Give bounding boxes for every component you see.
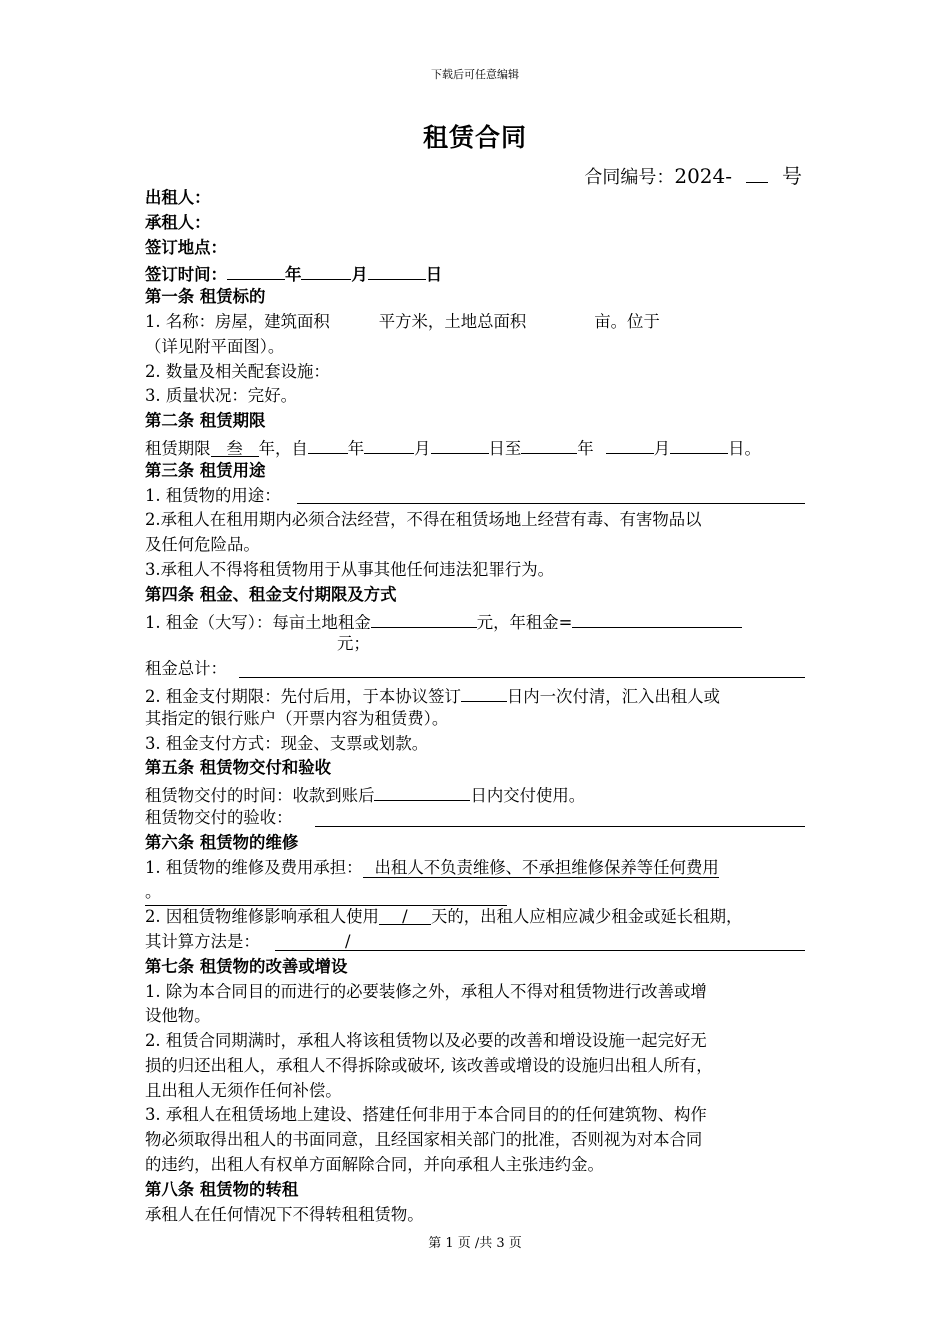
article-5-item-2 <box>145 806 805 831</box>
art2-year: 年，自 <box>258 438 308 458</box>
signing-time-line <box>145 260 805 285</box>
art1-l1a: 1. 名称：房屋，建筑面积 <box>145 311 330 331</box>
art7-l2b: 损的归还出租人，承租人不得拆除或破坏, 该改善或增设的设施归出租人所有， <box>145 1055 713 1075</box>
art4-l1c: 元； <box>337 634 370 654</box>
lessee-line: 承租人： <box>145 212 211 232</box>
art2-d2: 日。 <box>728 438 761 458</box>
contract-number-year: 2024- <box>674 164 732 188</box>
art7-l2a: 2. 租赁合同期满时，承租人将该租赁物以及必要的改善和增设设施一起完好无 <box>145 1031 707 1051</box>
article-3-item-3: 3.承租人不得将租赁物用于从事其他任何违法犯罪行为。 <box>145 559 555 579</box>
art6-line-continuation <box>145 880 805 905</box>
article-3-heading: 第三条 租赁用途 <box>145 460 266 480</box>
art5-l2: 租赁物交付的验收： <box>145 807 293 827</box>
art7-l2c: 且出租人无须作任何补偿。 <box>145 1080 342 1100</box>
art2-y2: 年 <box>577 438 594 458</box>
article-3-item-1 <box>145 484 805 509</box>
art8-l1: 承租人在任何情况下不得转租租赁物。 <box>145 1204 424 1224</box>
contract-body <box>145 186 805 1227</box>
art6-l1c: 。 <box>145 880 507 906</box>
art5-l1a: 租赁物交付的时间：收款到账后 <box>145 786 375 806</box>
header-note: 下载后可任意编辑 <box>431 68 519 81</box>
article-6-method <box>145 930 805 955</box>
art2-start-day-blank <box>431 434 489 454</box>
art2-m: 月 <box>414 438 431 458</box>
article-5-heading: 第五条 租赁物交付和验收 <box>145 758 332 778</box>
article-2-heading: 第二条 租赁期限 <box>145 411 266 431</box>
article-6-heading: 第六条 租赁物的维修 <box>145 832 299 852</box>
art2-start-month-blank <box>364 434 414 454</box>
art4-days-blank <box>461 682 507 702</box>
art7-l3a: 3. 承租人在租赁场地上建设、搭建任何非用于本合同目的的任何建筑物、构作 <box>145 1105 707 1125</box>
art6-maintenance-value: 出租人不负责维修、不承担维修保养等任何费用 <box>363 858 719 878</box>
article-2-term-line <box>145 434 805 459</box>
art2-start-year-blank <box>308 434 348 454</box>
contract-number-blank <box>746 166 768 183</box>
art6-l2c: 其计算方法是： <box>145 931 260 951</box>
article-4-heading: 第四条 租金、租金支付期限及方式 <box>145 584 397 604</box>
signing-day-unit: 日 <box>425 265 443 285</box>
art2-end-day-blank <box>670 434 728 454</box>
art2-y: 年 <box>347 438 365 458</box>
art5-days-blank <box>374 781 470 801</box>
art1-l1b: 平方米，土地总面积 <box>378 311 527 331</box>
art7-l3b: 物必须取得出租人的书面同意，且经国家相关部门的批准，否则视为对本合同 <box>145 1130 703 1150</box>
art4-l2b: 日内一次付清，汇入出租人或 <box>506 686 720 706</box>
art5-acceptance-blank <box>315 826 805 827</box>
lessor-line: 出租人： <box>145 188 211 207</box>
article-4-item-2 <box>145 682 805 707</box>
art3-l2b: 及任何危险品。 <box>145 535 260 555</box>
page-footer: 第 1 页 /共 3 页 <box>428 1236 522 1251</box>
art5-l1b: 日内交付使用。 <box>470 786 586 806</box>
article-8-heading: 第八条 租赁物的转租 <box>145 1179 299 1199</box>
art2-end-month-blank <box>606 434 654 454</box>
art4-l1a: 1. 租金（大写）：每亩土地租金 <box>145 612 371 632</box>
art4-annual-rent-blank <box>572 608 742 628</box>
art2-m2: 月 <box>653 438 671 458</box>
contract-number-label: 合同编号： <box>584 167 675 188</box>
article-4-item-1 <box>145 608 805 633</box>
signing-year-blank <box>227 260 285 280</box>
art7-l3c: 的违约，出租人有权单方面解除合同，并向承租人主张违约金。 <box>145 1155 604 1175</box>
article-1-item-2: 2. 数量及相关配套设施： <box>145 361 330 381</box>
art2-term-value: 叁 <box>211 437 259 457</box>
art4-l2a: 2. 租金支付期限：先付后用，于本协议签订 <box>145 686 461 706</box>
signing-place-line: 签订地点： <box>145 237 227 257</box>
art2-d-to: 日至 <box>488 438 522 458</box>
art7-l1b: 设他物。 <box>145 1006 211 1026</box>
art4-total-blank <box>239 677 805 678</box>
article-1-item-1 <box>145 310 805 335</box>
art4-l2c: 其指定的银行账户（开票内容为租赁费）。 <box>145 708 449 728</box>
art3-l1: 1. 租赁物的用途： <box>145 485 281 505</box>
art7-l1a: 1. 除为本合同目的而进行的必要装修之外，承租人不得对租赁物进行改善或增 <box>145 981 707 1001</box>
article-5-item-1 <box>145 781 805 806</box>
art3-use-blank <box>297 503 805 504</box>
art6-l2a: 2. 因租赁物维修影响承租人使用 <box>145 907 379 927</box>
article-4-total <box>145 657 805 682</box>
art4-per-mu-blank <box>371 608 477 628</box>
art4-total-label: 租金总计： <box>145 659 227 679</box>
article-1-item-3: 3. 质量状况：完好。 <box>145 386 297 406</box>
article-6-item-2 <box>145 905 805 930</box>
signing-month-blank <box>301 260 351 280</box>
art1-l1d: （详见附平面图）。 <box>145 336 285 356</box>
contract-number <box>584 160 802 189</box>
contract-number-suffix: 号 <box>782 164 802 188</box>
art2-prefix: 租赁期限 <box>145 438 211 458</box>
document-title: 租赁合同 <box>422 123 527 152</box>
signing-year-unit: 年 <box>284 265 302 285</box>
art4-l1b: 元，年租金= <box>476 612 573 632</box>
signing-day-blank <box>368 260 426 280</box>
art6-method-value: / <box>345 931 351 951</box>
signing-time-label: 签订时间： <box>145 265 227 285</box>
article-1-heading: 第一条 租赁标的 <box>145 287 266 307</box>
article-7-heading: 第七条 租赁物的改善或增设 <box>145 956 348 976</box>
art6-days-value: / <box>379 905 431 925</box>
art6-l2b: 天的，出租人应相应减少租金或延长租期， <box>430 907 743 927</box>
art2-end-year-blank <box>521 434 577 454</box>
article-6-item-1 <box>145 856 805 881</box>
article-4-item-3: 3. 租金支付方式：现金、支票或划款。 <box>145 733 429 753</box>
art6-l1a: 1. 租赁物的维修及费用承担： <box>145 857 363 877</box>
art1-l1c: 亩。位于 <box>594 311 660 331</box>
art6-method-blank <box>275 950 805 951</box>
signing-month-unit: 月 <box>351 265 368 285</box>
art3-l2a: 2.承租人在租用期内必须合法经营，不得在租赁场地上经营有毒、有害物品以 <box>145 510 702 530</box>
